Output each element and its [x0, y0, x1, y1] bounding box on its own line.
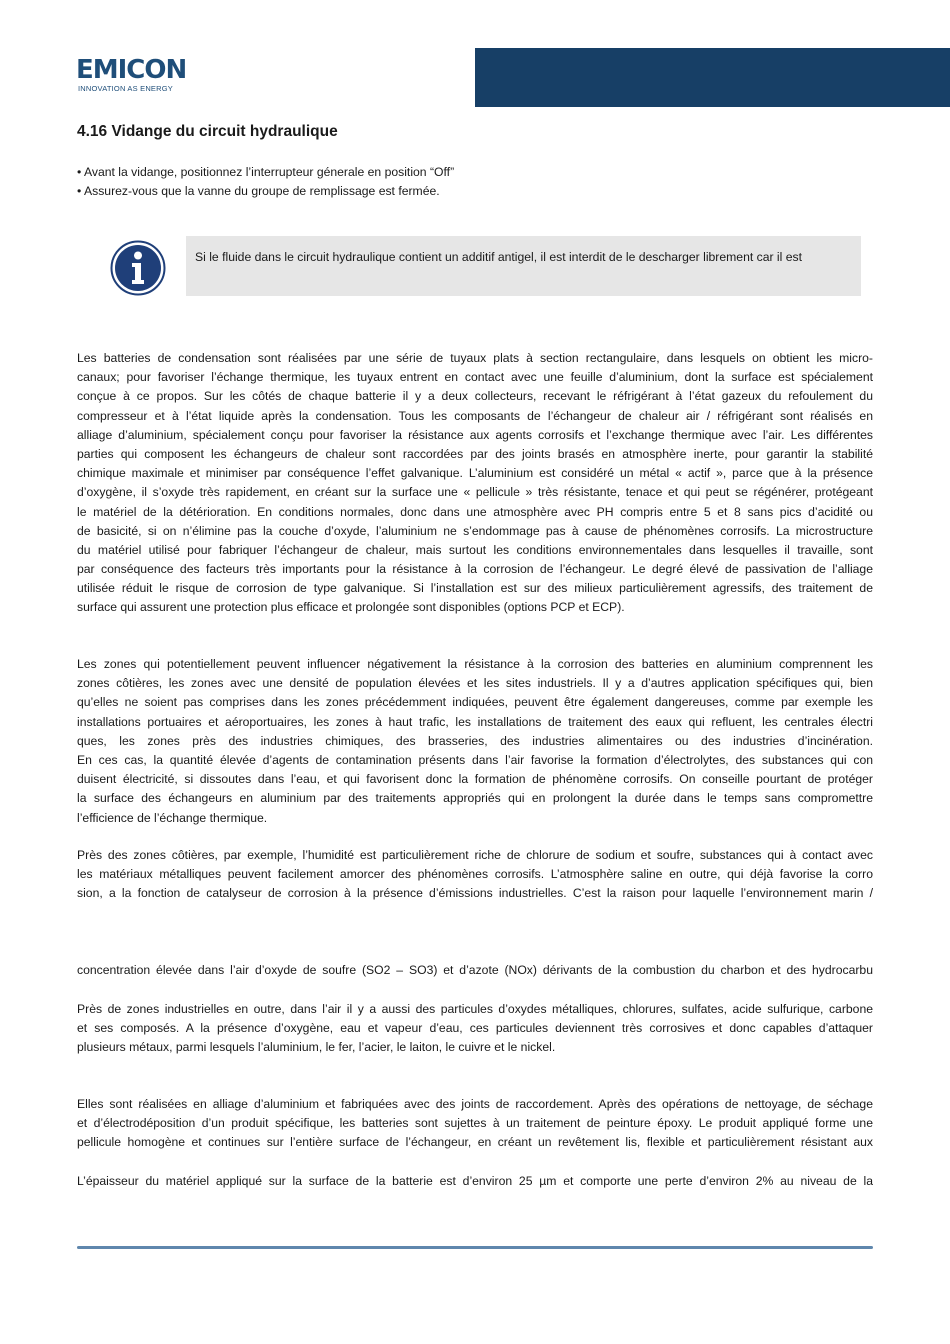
- paragraph-line: En ces cas, la quantité élevée d’agents de contamination présents dans l’air favorise la formation d’électrolytes, des substances qui con: [77, 752, 873, 767]
- paragraph-line: l’efficience de l’échange thermique.: [77, 810, 268, 825]
- paragraph-line: pellicule homogène et continues sur l’entière surface de l’échangeur, en créant un revêtement lis, flexible et particulièrement résistant aux: [77, 1135, 873, 1150]
- paragraph-concentration: [77, 961, 873, 980]
- logo-name: EMICON: [76, 55, 187, 85]
- paragraph-line: Les zones qui potentiellement peuvent influencer négativement la résistance à la corrosion des batteries en aluminium comprennent les: [77, 657, 873, 671]
- paragraph-line: la surface des échangeurs en aluminium par des traitements appropriés qui en prolongent la durée dans le temps sans compromettre: [77, 791, 873, 806]
- paragraph-line: Les batteries de condensation sont réalisées par une série de tuyaux plats à section rectangulaire, dans lesquels on obtient les micro-: [77, 351, 873, 365]
- info-box: [186, 236, 861, 296]
- paragraph-line: surface qui assurent une protection plus efficace et prolongée sont disponibles (options PCP et ECP).: [77, 600, 625, 615]
- emicon-logo: [76, 56, 206, 96]
- paragraph-line: duisent électricité, si dissoutes dans l’eau, et qui favorisent donc la formation de phénomène corrosifs. On conseille pourtant de protéger: [77, 772, 873, 787]
- info-text: Si le fluide dans le circuit hydraulique contient un additif antigel, il est interdit de le descharger librement car il est: [195, 250, 802, 264]
- paragraph-industrial: [77, 1000, 873, 1058]
- bullet-item: • Assurez-vous que la vanne du groupe de remplissage est fermée.: [77, 184, 440, 198]
- paragraph-line: ques, les zones près des industries chimiques, des brasseries, des industries alimentaires ou des industries d’incinération.: [77, 733, 873, 748]
- paragraph-line: conçue à ce propos. Sur les côtés de chaque batterie il y a deux collecteurs, recevant le réfrigérant à l’état gazeux du refoulement du: [77, 389, 873, 404]
- paragraph-line: zones côtières, les zones avec une densité de population élevées et les sites industriels. Il y a d’autres application spécifiques qui, bien: [77, 676, 873, 691]
- paragraph-line: de basicité, si on n’élimine pas la couche d’oxyde, l’aluminium ne s’endommage pas à cause de phénomènes corrosifs. La microstructure: [77, 523, 873, 538]
- header-bar: [475, 48, 950, 107]
- paragraph-condensation: [77, 349, 873, 618]
- footer-divider: [77, 1246, 873, 1249]
- paragraph-line: alliage d’aluminium, spécialement conçu pour favoriser la résistance aux agents corrosifs et l’exchange thermique avec l’air. Les différentes: [77, 427, 873, 442]
- paragraph-zones: [77, 655, 873, 828]
- paragraph-line: parties qui composent les échangeurs de chaleur sont raccordées par des joints brasés en atmosphère inerte, pour garantir la stabilité: [77, 446, 873, 461]
- paragraph-line: concentration élevée dans l’air d’oxyde de soufre (SO2 – SO3) et d’azote (NOx) dérivants de la combustion du charbon et des hydrocarbu: [77, 963, 873, 977]
- paragraph-line: compresseur et à l’état liquide après la condensation. Tous les composants de l’échangeur de chaleur air / réfrigérant sont réalisés en: [77, 408, 873, 423]
- logo-tagline: INNOVATION AS ENERGY: [78, 84, 173, 93]
- paragraph-thickness: [77, 1172, 873, 1191]
- paragraph-line: d’oxygène, il s’oxyde très rapidement, en créant sur la surface une « pellicule » très résistante, tenace et qui peut se régénérer, protégeant: [77, 485, 873, 500]
- paragraph-line: Elles sont réalisées en alliage d’aluminium et fabriquées avec des joints de raccordement. Après des opérations de nettoyage, de séchage: [77, 1097, 873, 1111]
- paragraph-line: et d’électrodéposition d’un produit spécifique, les batteries sont sujettes à un traitement de peinture époxy. Le produit appliqué forme une: [77, 1116, 873, 1131]
- paragraph-line: plusieurs métaux, parmi lesquels l’aluminium, le fer, l’acier, le laiton, le cuivre et le nickel.: [77, 1040, 556, 1055]
- paragraph-line: le matériel de la détérioration. En conditions normales, donc dans une atmosphère avec PH compris entre 5 et 8 sans pics d’acidité ou: [77, 504, 873, 519]
- paragraph-coastal: [77, 846, 873, 904]
- paragraph-line: sion, a la fonction de catalyseur de corrosion à la présence d’émissions industrielles. C’est la raison pour laquelle l’environnement marin /: [77, 886, 873, 901]
- paragraph-line: et ses composés. A la présence d’oxygène, eau et vapeur d’eau, ces particules deviennent très corrosives et donc capables d’attaquer: [77, 1021, 873, 1036]
- info-icon: [110, 240, 166, 296]
- paragraph-line: utilisée réduit le risque de corrosion de type galvanique. Si l’installation est sur des milieux particulièrement agressifs, des traitement de: [77, 581, 873, 596]
- paragraph-line: du matériel utilisé pour fabriquer l’échangeur de chaleur, mais surtout les conditions environnementales dans lesquelles il travaille, sont: [77, 542, 873, 557]
- paragraph-line: canaux; pour favoriser l’échange thermique, les tuyaux entrent en contact avec une feuille d’aluminium, dont la surface est spécialement: [77, 370, 873, 385]
- paragraph-line: chimique maximale et minimiser par conséquence l’effet galvanique. L’aluminium est considéré un métal « actif », parce que à la présence: [77, 466, 873, 481]
- paragraph-line: installations portuaires et aéroportuaires, les zones à haut trafic, les installations de traitement des eaux qui refluent, les centrales électri: [77, 714, 873, 729]
- section-title: 4.16 Vidange du circuit hydraulique: [77, 123, 338, 140]
- paragraph-line: Près de zones industrielles en outre, dans l’air il y a aussi des particules d’oxydes métalliques, chlorures, sulfates, acide sulfurique, carbone: [77, 1002, 873, 1016]
- paragraph-line: les matériaux métalliques peuvent facilement amorcer des phénomènes corrosifs. L’atmosphère saline en outre, qui déjà favorise la corro: [77, 867, 873, 882]
- paragraph-line: qu’elles ne soient pas comprises dans les zones précédemment indiquées, peuvent être également dangereuses, comme par exemple les: [77, 695, 873, 710]
- paragraph-line: L’épaisseur du matériel appliqué sur la surface de la batterie est d’environ 25 µm et comporte une perte d’environ 2% au niveau de la: [77, 1174, 873, 1188]
- bullet-list: [77, 163, 454, 201]
- bullet-item: • Avant la vidange, positionnez l’interrupteur génerale en position “Off”: [77, 165, 455, 179]
- paragraph-line: par conséquence des facteurs très importants pour la résistance à la corrosion de l’échangeur. Le degré élevé de passivation de l’alliage: [77, 562, 873, 577]
- paragraph-treatment: [77, 1095, 873, 1153]
- paragraph-line: Près des zones côtières, par exemple, l’humidité est particulièrement riche de chlorure de sodium et soufre, substances qui à contact avec: [77, 848, 873, 862]
